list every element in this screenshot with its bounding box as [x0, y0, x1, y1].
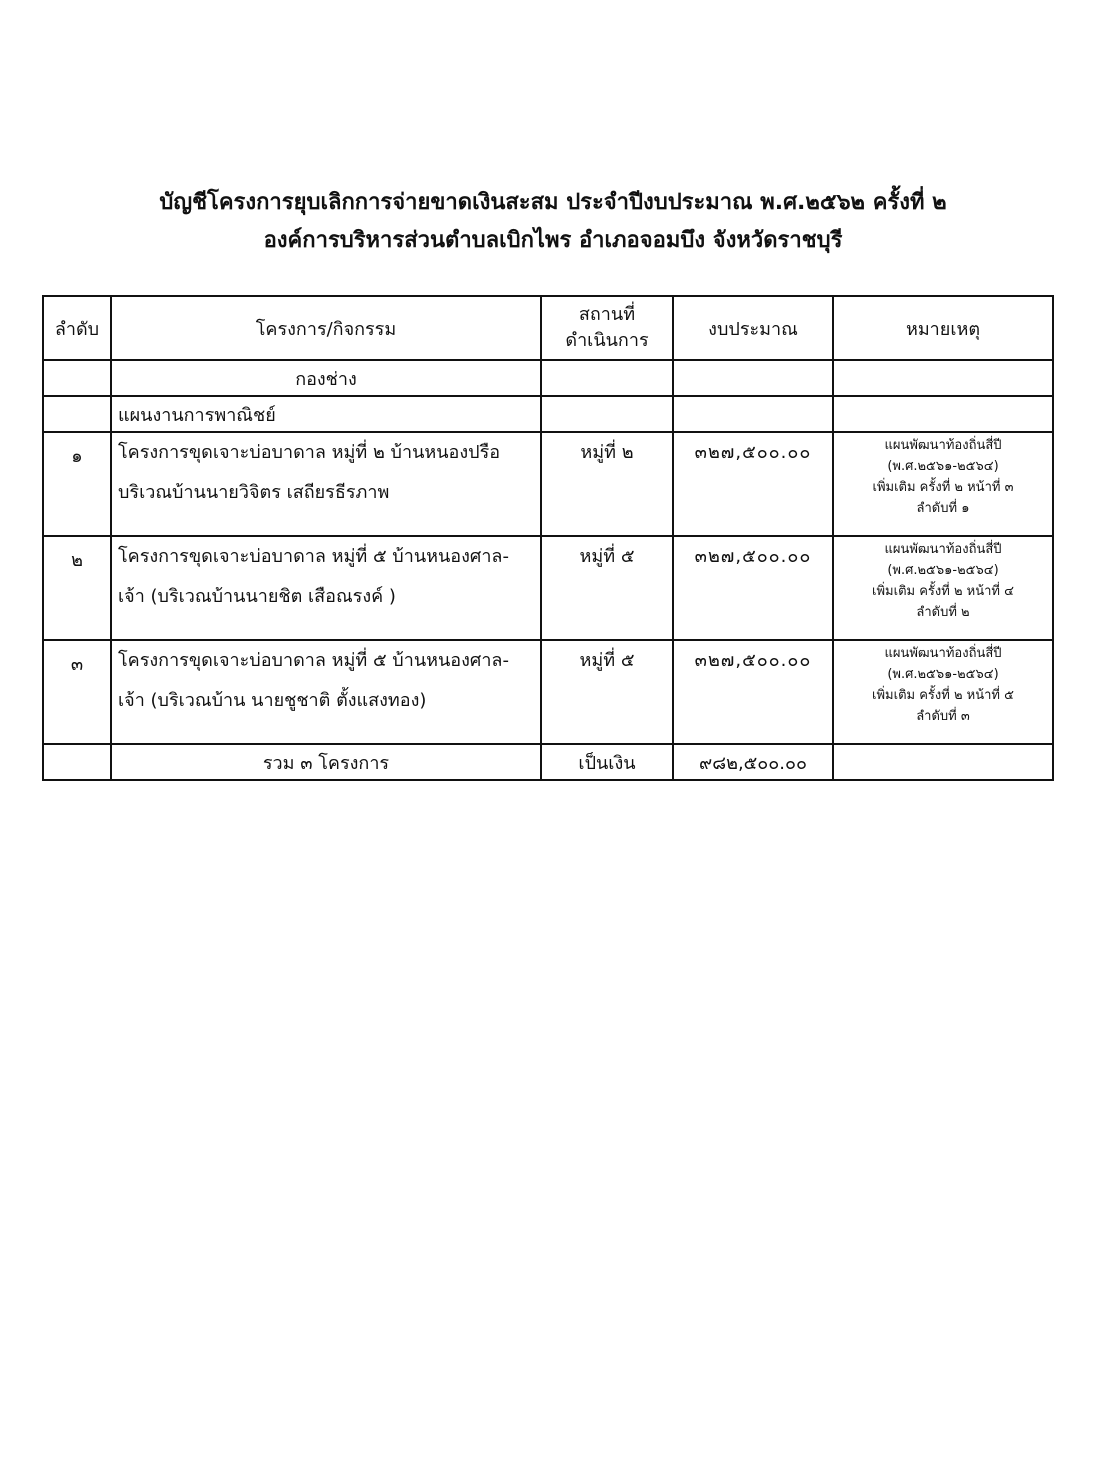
row-remark	[833, 536, 1053, 640]
total-location: เป็นเงิน	[541, 744, 673, 780]
row-project	[111, 536, 541, 640]
division-row	[43, 360, 1053, 396]
row-project-line2: เจ้า (บริเวณบ้านนายชิต เสือณรงค์ )	[118, 586, 396, 607]
header-location	[541, 296, 673, 360]
total-budget: ๙๘๒,๕๐๐.๐๐	[673, 744, 833, 780]
row-remark-line3: เพิ่มเติม ครั้งที่ ๒ หน้าที่ ๕	[872, 688, 1014, 703]
row-remark-line3: เพิ่มเติม ครั้งที่ ๒ หน้าที่ ๔	[872, 584, 1014, 599]
total-row	[43, 744, 1053, 780]
row-remark-line4: ลำดับที่ ๒	[916, 605, 970, 620]
document-subtitle: องค์การบริหารส่วนตำบลเบิกไพร อำเภอจอมบึง จังหวัดราชบุรี	[263, 228, 843, 253]
row-remark-line4: ลำดับที่ ๓	[916, 709, 970, 724]
row-remark-line3: เพิ่มเติม ครั้งที่ ๒ หน้าที่ ๓	[872, 480, 1014, 495]
row-remark-line2: (พ.ศ.๒๕๖๑-๒๕๖๔)	[887, 459, 999, 474]
row-index: ๒	[43, 536, 111, 640]
row-index: ๓	[43, 640, 111, 744]
row-remark	[833, 640, 1053, 744]
row-remark-line1: แผนพัฒนาท้องถิ่นสี่ปี	[884, 542, 1002, 557]
row-project-line1: โครงการขุดเจาะบ่อบาดาล หมู่ที่ ๒ บ้านหนองปรือ	[118, 442, 501, 463]
row-project-line1: โครงการขุดเจาะบ่อบาดาล หมู่ที่ ๕ บ้านหนองศาล-	[118, 650, 509, 671]
row-project-line1: โครงการขุดเจาะบ่อบาดาล หมู่ที่ ๕ บ้านหนองศาล-	[118, 546, 509, 567]
row-project-line2: เจ้า (บริเวณบ้าน นายชูชาติ ตั้งแสงทอง)	[118, 690, 427, 711]
row-remark-line1: แผนพัฒนาท้องถิ่นสี่ปี	[884, 646, 1002, 661]
table-row	[43, 536, 1053, 640]
header-budget: งบประมาณ	[673, 296, 833, 360]
row-remark	[833, 432, 1053, 536]
table-row	[43, 640, 1053, 744]
row-budget: ๓๒๗,๕๐๐.๐๐	[673, 432, 833, 536]
table-header-row	[43, 296, 1053, 360]
row-remark-line2: (พ.ศ.๒๕๖๑-๒๕๖๔)	[887, 667, 999, 682]
header-location-line1: สถานที่	[578, 304, 636, 325]
row-project-line2: บริเวณบ้านนายวิจิตร เสถียรธีรภาพ	[118, 482, 390, 503]
project-table	[42, 295, 1054, 781]
header-remark: หมายเหตุ	[833, 296, 1053, 360]
plan-label: แผนงานการพาณิชย์	[111, 396, 541, 432]
row-remark-line1: แผนพัฒนาท้องถิ่นสี่ปี	[884, 438, 1002, 453]
row-budget: ๓๒๗,๕๐๐.๐๐	[673, 536, 833, 640]
row-index: ๑	[43, 432, 111, 536]
header-location-line2: ดำเนินการ	[565, 330, 649, 351]
row-project	[111, 432, 541, 536]
row-project	[111, 640, 541, 744]
header-index: ลำดับ	[43, 296, 111, 360]
row-location: หมู่ที่ ๕	[541, 536, 673, 640]
plan-row	[43, 396, 1053, 432]
row-remark-line4: ลำดับที่ ๑	[916, 501, 970, 516]
table-row	[43, 432, 1053, 536]
row-location: หมู่ที่ ๕	[541, 640, 673, 744]
row-budget: ๓๒๗,๕๐๐.๐๐	[673, 640, 833, 744]
document-title: บัญชีโครงการยุบเลิกการจ่ายขาดเงินสะสม ประจำปีงบประมาณ พ.ศ.๒๕๖๒ ครั้งที่ ๒	[159, 190, 947, 215]
total-label: รวม ๓ โครงการ	[111, 744, 541, 780]
row-location: หมู่ที่ ๒	[541, 432, 673, 536]
division-label: กองช่าง	[111, 360, 541, 396]
header-project: โครงการ/กิจกรรม	[111, 296, 541, 360]
row-remark-line2: (พ.ศ.๒๕๖๑-๒๕๖๔)	[887, 563, 999, 578]
